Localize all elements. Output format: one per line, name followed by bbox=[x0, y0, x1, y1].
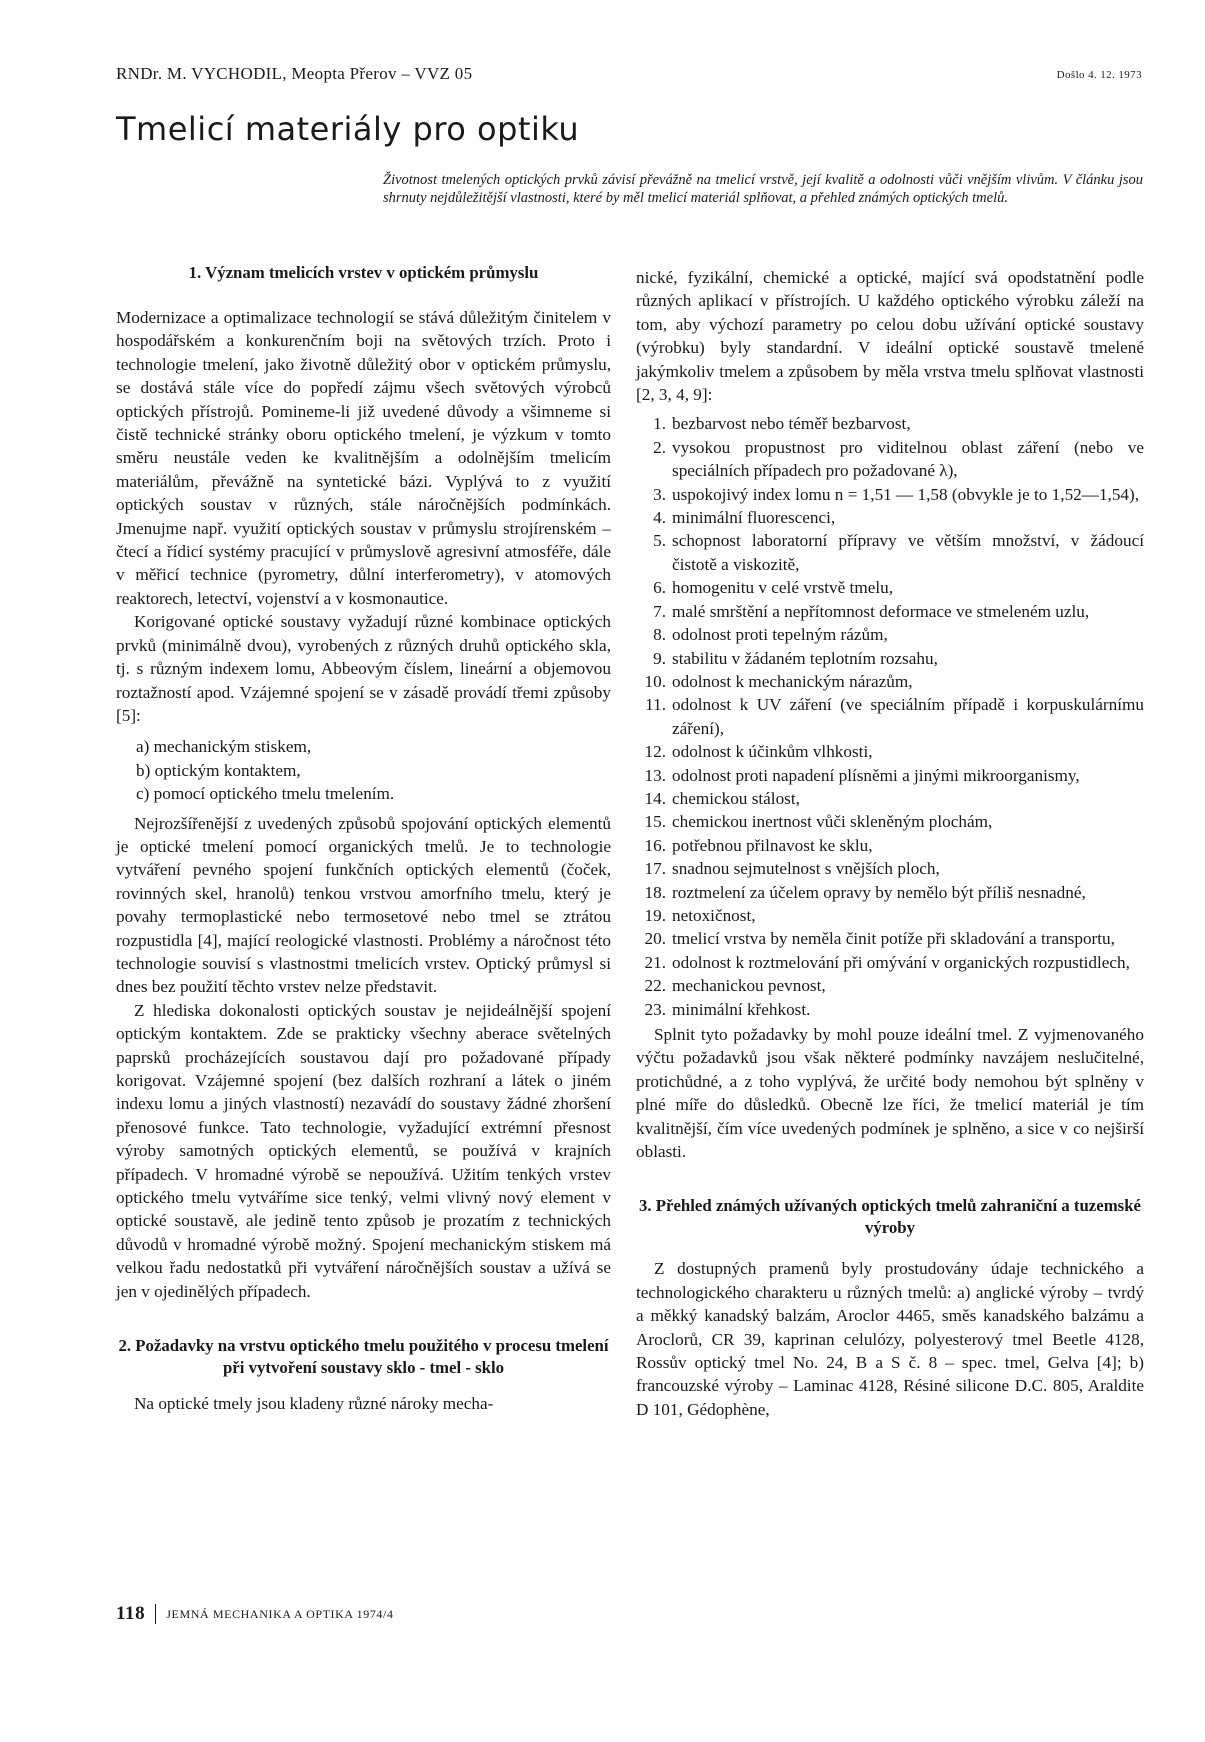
requirement-text: odolnost k účinkům vlhkosti, bbox=[672, 742, 873, 762]
requirement-text: homogenitu v celé vrstvě tmelu, bbox=[672, 578, 893, 598]
requirement-item bbox=[636, 600, 1144, 623]
requirement-number: 11. bbox=[645, 695, 666, 715]
requirement-text: odolnost k roztmelování při omývání v organických rozpustidlech, bbox=[672, 952, 1130, 972]
requirement-item bbox=[636, 506, 1144, 529]
section-1-paragraph: Korigované optické soustavy vyžadují různé kombinace optických prvků (minimálně dvou), vyrobených z různých druhů optického skla, tj. s různým indexem lomu, Abbeovým číslem, lineární a objemovou roztažností apod. Vzájemné spojení se v zásadě provádí třemi způsoby [5]: bbox=[116, 612, 611, 725]
requirement-text: chemickou stálost, bbox=[672, 788, 800, 808]
requirement-item bbox=[636, 647, 1144, 670]
section-1-paragraph: Nejrozšířenější z uvedených způsobů spojování optických elementů je optické tmelení pomocí organických tmelů. Je to technologie vytváření pevného spojení funkčních optických elementů (čoček, rovinných skel, hranolů) tenkou vrstvou amorfního tmelu, který je povahy termoplastické nebo termosetové nebo tmel se ztrátou rozpustidla [4], mající reologické vlastnosti. Problémy a náročnost této technologie souvisí s vlastnostmi tmelicích vrstev. Optický průmysl si dnes bez použití těchto vrstev nelze představit. bbox=[116, 813, 611, 997]
page-footer bbox=[116, 1603, 394, 1625]
right-column bbox=[636, 266, 1144, 1421]
requirement-text: roztmelení za účelem opravy by nemělo být příliš nesnadné, bbox=[672, 882, 1086, 902]
requirements-list bbox=[636, 412, 1144, 1021]
requirement-text: odolnost proti tepelným rázům, bbox=[672, 625, 888, 645]
section-1-paragraph: Modernizace a optimalizace technologií se stává důležitým činitelem v hospodářském a konkurenčním boji na světových trzích. Proto i technologie tmelení, jako životně důležitý obor v optickém průmyslu, se dostává stále více do popředí zájmu všech světových výrobců optických přístrojů. Pomineme-li již uvedené důvody a všimneme si čistě technické stránky oboru optického tmelení, je výzkum v tomto směru neustále veden ke kvalitnějším a odolnějším tmelicím materiálům, převážně na syntetické bázi. Vyplývá to z využití optických soustav v různých, stále náročnějších podmínkách. Jmenujme např. využití optických soustav v průmyslu strojírenském – čtecí a řídicí systémy pracující v průmyslově agresivní atmosféře, dále v měřicí technice (pyrometry, důlní interferometry), v atomových reaktorech, letectví, vojenství a v kosmonautice. bbox=[116, 308, 611, 608]
requirement-number: 17. bbox=[644, 859, 666, 879]
requirement-text: mechanickou pevnost, bbox=[672, 976, 826, 996]
requirement-number: 13. bbox=[644, 765, 666, 785]
article-title: Tmelicí materiály pro optiku bbox=[116, 110, 580, 148]
requirement-number: 22. bbox=[644, 976, 666, 996]
requirement-item bbox=[636, 412, 1144, 435]
requirement-item bbox=[636, 670, 1144, 693]
list-item: a) mechanickým stiskem, bbox=[136, 737, 312, 757]
requirement-text: minimální křehkost. bbox=[672, 999, 811, 1019]
requirement-item bbox=[636, 810, 1144, 833]
section-3-paragraph: Z dostupných pramenů byly prostudovány údaje technického a technologického charakteru u různých tmelů: a) anglické výroby – tvrdý a měkký kanadský balzám, Aroclor 4465, směs kanadského balzámu a Aroclorů, CR 39, kaprinan celulózy, polyesterový tmel Beetle 4128, Rossův optický tmel No. 24, B a S č. 8 – spec. tmel, Gelva [4]; b) francouzské výroby – Laminac 4128, Résiné silicone D.C. 805, Araldite D 101, Gédophène, bbox=[636, 1259, 1144, 1419]
section-2-paragraph: nické, fyzikální, chemické a optické, mající svá opodstatnění podle různých aplikací v přístrojích. U každého optického výrobku záleží na tom, aby výchozí parametry po celou dobu užívání optické soustavy (výrobku) byly standardní. V ideální optické soustavě tmelené jakýmkoliv tmelem a způsobem by měla vrstva tmelu splňovat vlastnosti [2, 3, 4, 9]: bbox=[636, 268, 1144, 405]
requirement-text: snadnou sejmutelnost s vnějších ploch, bbox=[672, 859, 940, 879]
requirement-text: malé smrštění a nepřítomnost deformace ve stmeleném uzlu, bbox=[672, 601, 1090, 621]
requirement-item bbox=[636, 576, 1144, 599]
requirement-item bbox=[636, 787, 1144, 810]
requirement-number: 14. bbox=[644, 788, 666, 808]
requirement-number: 6. bbox=[653, 578, 666, 598]
requirement-number: 2. bbox=[653, 437, 666, 457]
requirement-text: schopnost laboratorní přípravy ve větším množství, v žádoucí čistotě a viskozitě, bbox=[672, 531, 1144, 574]
requirement-item bbox=[636, 857, 1144, 880]
requirement-number: 4. bbox=[653, 508, 666, 528]
left-column bbox=[116, 262, 611, 1415]
requirement-item bbox=[636, 951, 1144, 974]
requirement-number: 20. bbox=[644, 929, 666, 949]
footer-divider bbox=[155, 1604, 156, 1624]
requirement-text: stabilitu v žádaném teplotním rozsahu, bbox=[672, 648, 938, 668]
requirement-number: 7. bbox=[653, 601, 666, 621]
requirement-number: 12. bbox=[644, 742, 666, 762]
requirement-item bbox=[636, 693, 1144, 740]
requirement-item bbox=[636, 927, 1144, 950]
requirement-number: 16. bbox=[644, 835, 666, 855]
list-item: c) pomocí optického tmelu tmelením. bbox=[136, 784, 395, 804]
requirement-item bbox=[636, 740, 1144, 763]
requirement-text: netoxičnost, bbox=[672, 905, 756, 925]
requirement-text: potřebnou přilnavost ke sklu, bbox=[672, 835, 873, 855]
requirement-text: bezbarvost nebo téměř bezbarvost, bbox=[672, 414, 911, 434]
requirement-item bbox=[636, 436, 1144, 483]
requirement-number: 19. bbox=[644, 905, 666, 925]
section-1-paragraph: Z hlediska dokonalosti optických soustav je nejideálnější spojení optickým kontaktem. Zde se prakticky všechny aberace světelných paprsků procházejících soustavou dají pro požadované případy korigovat. Vzájemné spojení (bez dalších rozhraní a látek o jiném indexu lomu a jiných vlastností) nezavádí do soustavy žádné zhoršení přenosové funkce. Tato technologie, vyžadující extrémní přesnost výroby samotných optických elementů, se používá v krajních případech. V hromadné výrobě se nepoužívá. Užitím tenkých vrstev optického tmelu vytváříme sice tenký, velmi vlivný nový element v optické soustavě, ale jedině tento způsob je prozatím z technických důvodů v hromadné výrobě možný. Spojení mechanickým stiskem má velkou řadu nedostatků při vytváření náročnějších soustav a užívá se jen v ojedinělých případech. bbox=[116, 1000, 611, 1301]
requirement-text: tmelicí vrstva by neměla činit potíže při skladování a transportu, bbox=[672, 929, 1115, 949]
requirement-number: 5. bbox=[653, 531, 666, 551]
requirement-text: chemickou inertnost vůči skleněným plochám, bbox=[672, 812, 993, 832]
section-1-heading: 1. Význam tmelicích vrstev v optickém průmyslu bbox=[188, 263, 539, 282]
section-2-paragraph: Na optické tmely jsou kladeny různé nároky mecha- bbox=[134, 1394, 494, 1414]
abstract: Životnost tmelených optických prvků závisí převážně na tmelicí vrstvě, její kvalitě a odolnosti vůči vnějším vlivům. V článku jsou shrnuty nejdůležitější vlastnosti, které by měl tmelicí materiál splňovat, a přehled známých optických tmelů. bbox=[383, 172, 1143, 206]
requirement-text: odolnost proti napadení plísněmi a jinými mikroorganismy, bbox=[672, 765, 1080, 785]
page-number: 118 bbox=[116, 1603, 146, 1624]
requirement-item bbox=[636, 904, 1144, 927]
requirement-text: uspokojivý index lomu n = 1,51 — 1,58 (obvykle je to 1,52—1,54), bbox=[672, 484, 1140, 504]
requirement-text: odolnost k UV záření (ve speciálním případě i korpuskulárnímu záření), bbox=[672, 695, 1144, 738]
requirement-number: 15. bbox=[644, 812, 666, 832]
section-2-paragraph: Splnit tyto požadavky by mohl pouze ideální tmel. Z vyjmenovaného výčtu požadavků jsou však některé podmínky navzájem neslučitelné, protichůdné, a z toho vyplývá, že určité body nemohou být splněny v plné míře do důsledků. Obecně lze říci, že tmelicí materiál je tím kvalitnější, čím více uvedených podmínek je splněno, a sice v co nejširší oblasti. bbox=[636, 1025, 1144, 1162]
received-date: Došlo 4. 12. 1973 bbox=[1056, 69, 1142, 81]
requirement-item bbox=[636, 483, 1144, 506]
requirement-number: 23. bbox=[644, 999, 666, 1019]
requirement-item bbox=[636, 764, 1144, 787]
requirement-number: 8. bbox=[653, 625, 666, 645]
requirement-text: minimální fluorescenci, bbox=[672, 508, 836, 528]
requirement-number: 10. bbox=[644, 671, 666, 691]
requirement-text: odolnost k mechanickým nárazům, bbox=[672, 671, 913, 691]
requirement-number: 18. bbox=[644, 882, 666, 902]
requirement-number: 1. bbox=[653, 414, 666, 434]
joining-methods-list bbox=[116, 735, 611, 805]
list-item: b) optickým kontaktem, bbox=[136, 760, 301, 780]
requirement-text: vysokou propustnost pro viditelnou oblast záření (nebo ve speciálních případech pro požadované λ), bbox=[672, 437, 1144, 481]
requirement-number: 3. bbox=[653, 484, 666, 504]
requirement-item bbox=[636, 834, 1144, 857]
requirement-item bbox=[636, 881, 1144, 904]
requirement-item bbox=[636, 998, 1144, 1021]
section-2-heading: 2. Požadavky na vrstvu optického tmelu použitého v procesu tmelení při vytvoření soustavy sklo - tmel - sklo bbox=[118, 1336, 609, 1378]
requirement-item bbox=[636, 623, 1144, 646]
requirement-item bbox=[636, 529, 1144, 576]
journal-name: JEMNÁ MECHANIKA A OPTIKA 1974/4 bbox=[166, 1606, 394, 1621]
requirement-number: 9. bbox=[653, 648, 666, 668]
requirement-number: 21. bbox=[644, 952, 666, 972]
author-line: RNDr. M. VYCHODIL, Meopta Přerov – VVZ 05 bbox=[116, 64, 473, 83]
section-3-heading: 3. Přehled známých užívaných optických tmelů zahraniční a tuzemské výroby bbox=[638, 1196, 1141, 1238]
requirement-item bbox=[636, 974, 1144, 997]
running-header bbox=[116, 64, 1142, 84]
